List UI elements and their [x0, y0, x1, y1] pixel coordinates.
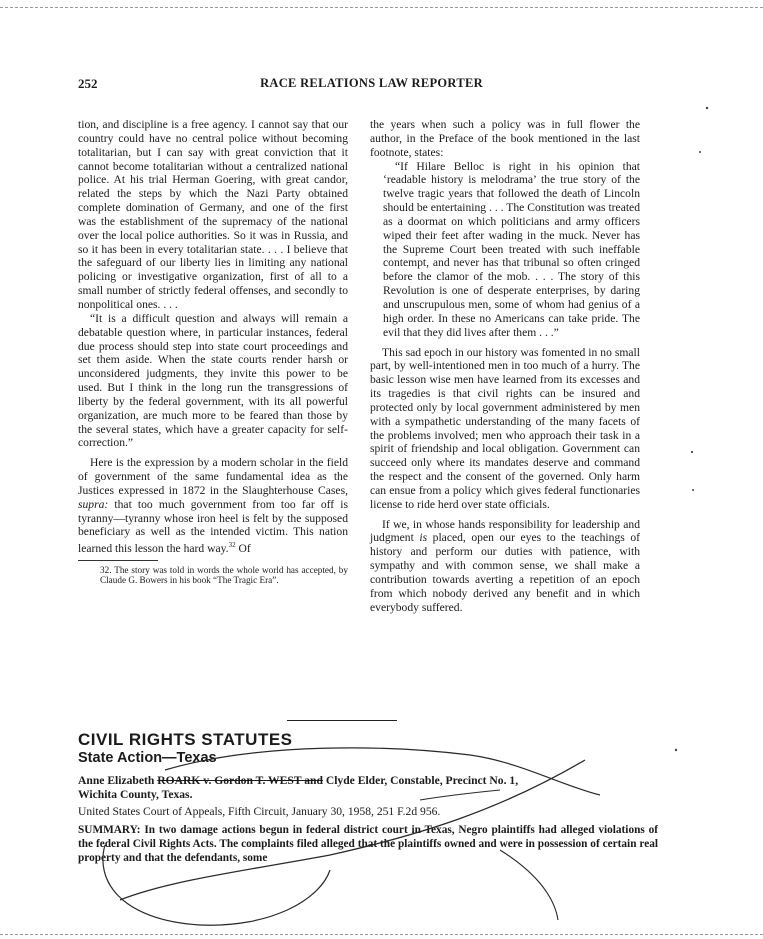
right-paragraph-2: This sad epoch in our history was fomented in no small part, by well-intentioned men in too much of a hurry. The basic lesson wise men have learned from its excesses and its tragedies is that civil rights can be insured and protected only by local government administered by men with a sympathetic understanding of the many facets of the problems involved; men who approach their task in a spirit of friendship and local obligation. Government can succeed only where its mandates deserve and command the respect and the consent of the governed. Only harm can ensue from a policy which gives federal functionaries license to ride herd over state officials.: [370, 345, 640, 511]
summary-label: SUMMARY:: [78, 824, 141, 836]
left-column: [78, 118, 348, 585]
parties-line-1: [78, 774, 658, 788]
right-intro: the years when such a policy was in full flower the author, in the Preface of the book mentioned in the last footnote, states:: [370, 118, 640, 159]
right-paragraph-3-end: placed, open our eyes to the teachings of history and perform our duties with patience, with sympathy and with common sense, we shall make a contribution towards averting a repetition of an epoch from which nobody derived any benefit and in which everybody suffered.: [370, 531, 640, 614]
speck-mark-5: [675, 749, 677, 751]
section-heading: CIVIL RIGHTS STATUTES: [78, 730, 293, 749]
speck-mark-1: [706, 107, 708, 109]
footnote-32: 32. The story was told in words the whole world has accepted, by Claude G. Bowers in his book “The Tragic Era”.: [100, 565, 348, 586]
left-paragraph-3-start: Here is the expression by a modern scholar in the field of government of the same fundamental idea as the Justices expressed in 1872 in the Slaughterhouse Cases,: [78, 456, 348, 497]
page-header: [78, 76, 665, 92]
defendant-name: Clyde Elder, Constable, Precinct No. 1,: [322, 774, 519, 787]
struck-party-names: ROARK v. Gordon T. WEST and: [157, 774, 323, 787]
plaintiff-name: Anne Elizabeth: [78, 774, 158, 787]
left-paragraph-3-middle: that too much government from too far off is tyranny—tyranny whose iron heel is felt by the supposed beneficiary as well as the intended victim. This nation learned this lesson the hard way.: [78, 497, 348, 556]
bottom-scan-edge: [0, 934, 763, 935]
supra-italic: supra:: [78, 497, 109, 511]
running-title: RACE RELATIONS LAW REPORTER: [260, 76, 483, 90]
section-separator: [287, 720, 397, 721]
summary-text: In two damage actions begun in federal district court in Texas, Negro plaintiffs had alleged violations of the federal Civil Rights Acts. The complaints filed alleged that the plaintiffs owned and were in possession of certain real property and that the defendants, some: [78, 824, 658, 864]
court-citation: United States Court of Appeals, Fifth Circuit, January 30, 1958, 251 F.2d 956.: [78, 805, 441, 818]
right-paragraph-3-start: If we, in whose hands responsibility for leadership and judgment: [370, 517, 640, 545]
is-italic: is: [419, 531, 428, 545]
left-paragraph-3: [78, 456, 348, 556]
page-number: 252: [78, 76, 98, 91]
case-parties: [78, 774, 658, 802]
left-paragraph-1: tion, and discipline is a free agency. I cannot say that our country could have no central police without becoming totalitarian, but I can say with great conviction that it cannot become totalitarian without a centralized national police. At his trial Herman Goering, with great candor, related the steps by which the Nazi Party obtained complete domination of Germany, and one of the first was the establishment of the supremacy of the national over the local police authorities. So it was in Russia, and so it has been in every totalitarian state. . . . I believe that the safeguard of our liberty lies in limiting any national policing or investigative organization, first of all to a small number of strictly federal offenses, and secondly to nonpolitical ones. . . .: [78, 118, 348, 311]
footnote-rule: [78, 560, 158, 561]
speck-mark-3: [691, 451, 693, 453]
section-subheading: State Action—Texas: [78, 750, 217, 766]
case-summary: [78, 823, 658, 865]
speck-mark-2: [699, 151, 701, 153]
right-column: [370, 118, 640, 615]
left-paragraph-3-end: Of: [235, 542, 251, 556]
right-paragraph-3: [370, 518, 640, 615]
left-paragraph-2: “It is a difficult question and always will remain a debatable question where, in particular instances, federal due process should step into state court proceedings and set them aside. When the state courts render harsh or unconsidered judgments, they invite this power to be used. But I think in the long run the transgressions of liberty by the federal government, with its all powerful organization, are much more to be feared than those by the several states, which have a greater capacity for self-correction.”: [78, 311, 348, 450]
top-scan-edge: [0, 7, 763, 8]
speck-mark-4: [692, 489, 694, 491]
footnote-reference: 32: [228, 541, 236, 550]
belloc-quote: “If Hilare Belloc is right in his opinion that ‘readable history is melodrama’ the true story of the twelve tragic years that followed the death of Lincoln should be entertaining . . . The Constitution was treated as a doormat on which politicians and army officers wiped their feet after wading in the muck. Never has the Supreme Court been treated with such ineffable contempt, and never has that tribunal so often cringed before the clamor of the mob. . . . The story of this Revolution is one of desperate enterprises, by daring and unscrupulous men, some of whom had genius of a high order. In these no Americans can take pride. The evil that they did lives after them . . .”: [383, 159, 640, 339]
parties-line-2: Wichita County, Texas.: [78, 788, 193, 801]
